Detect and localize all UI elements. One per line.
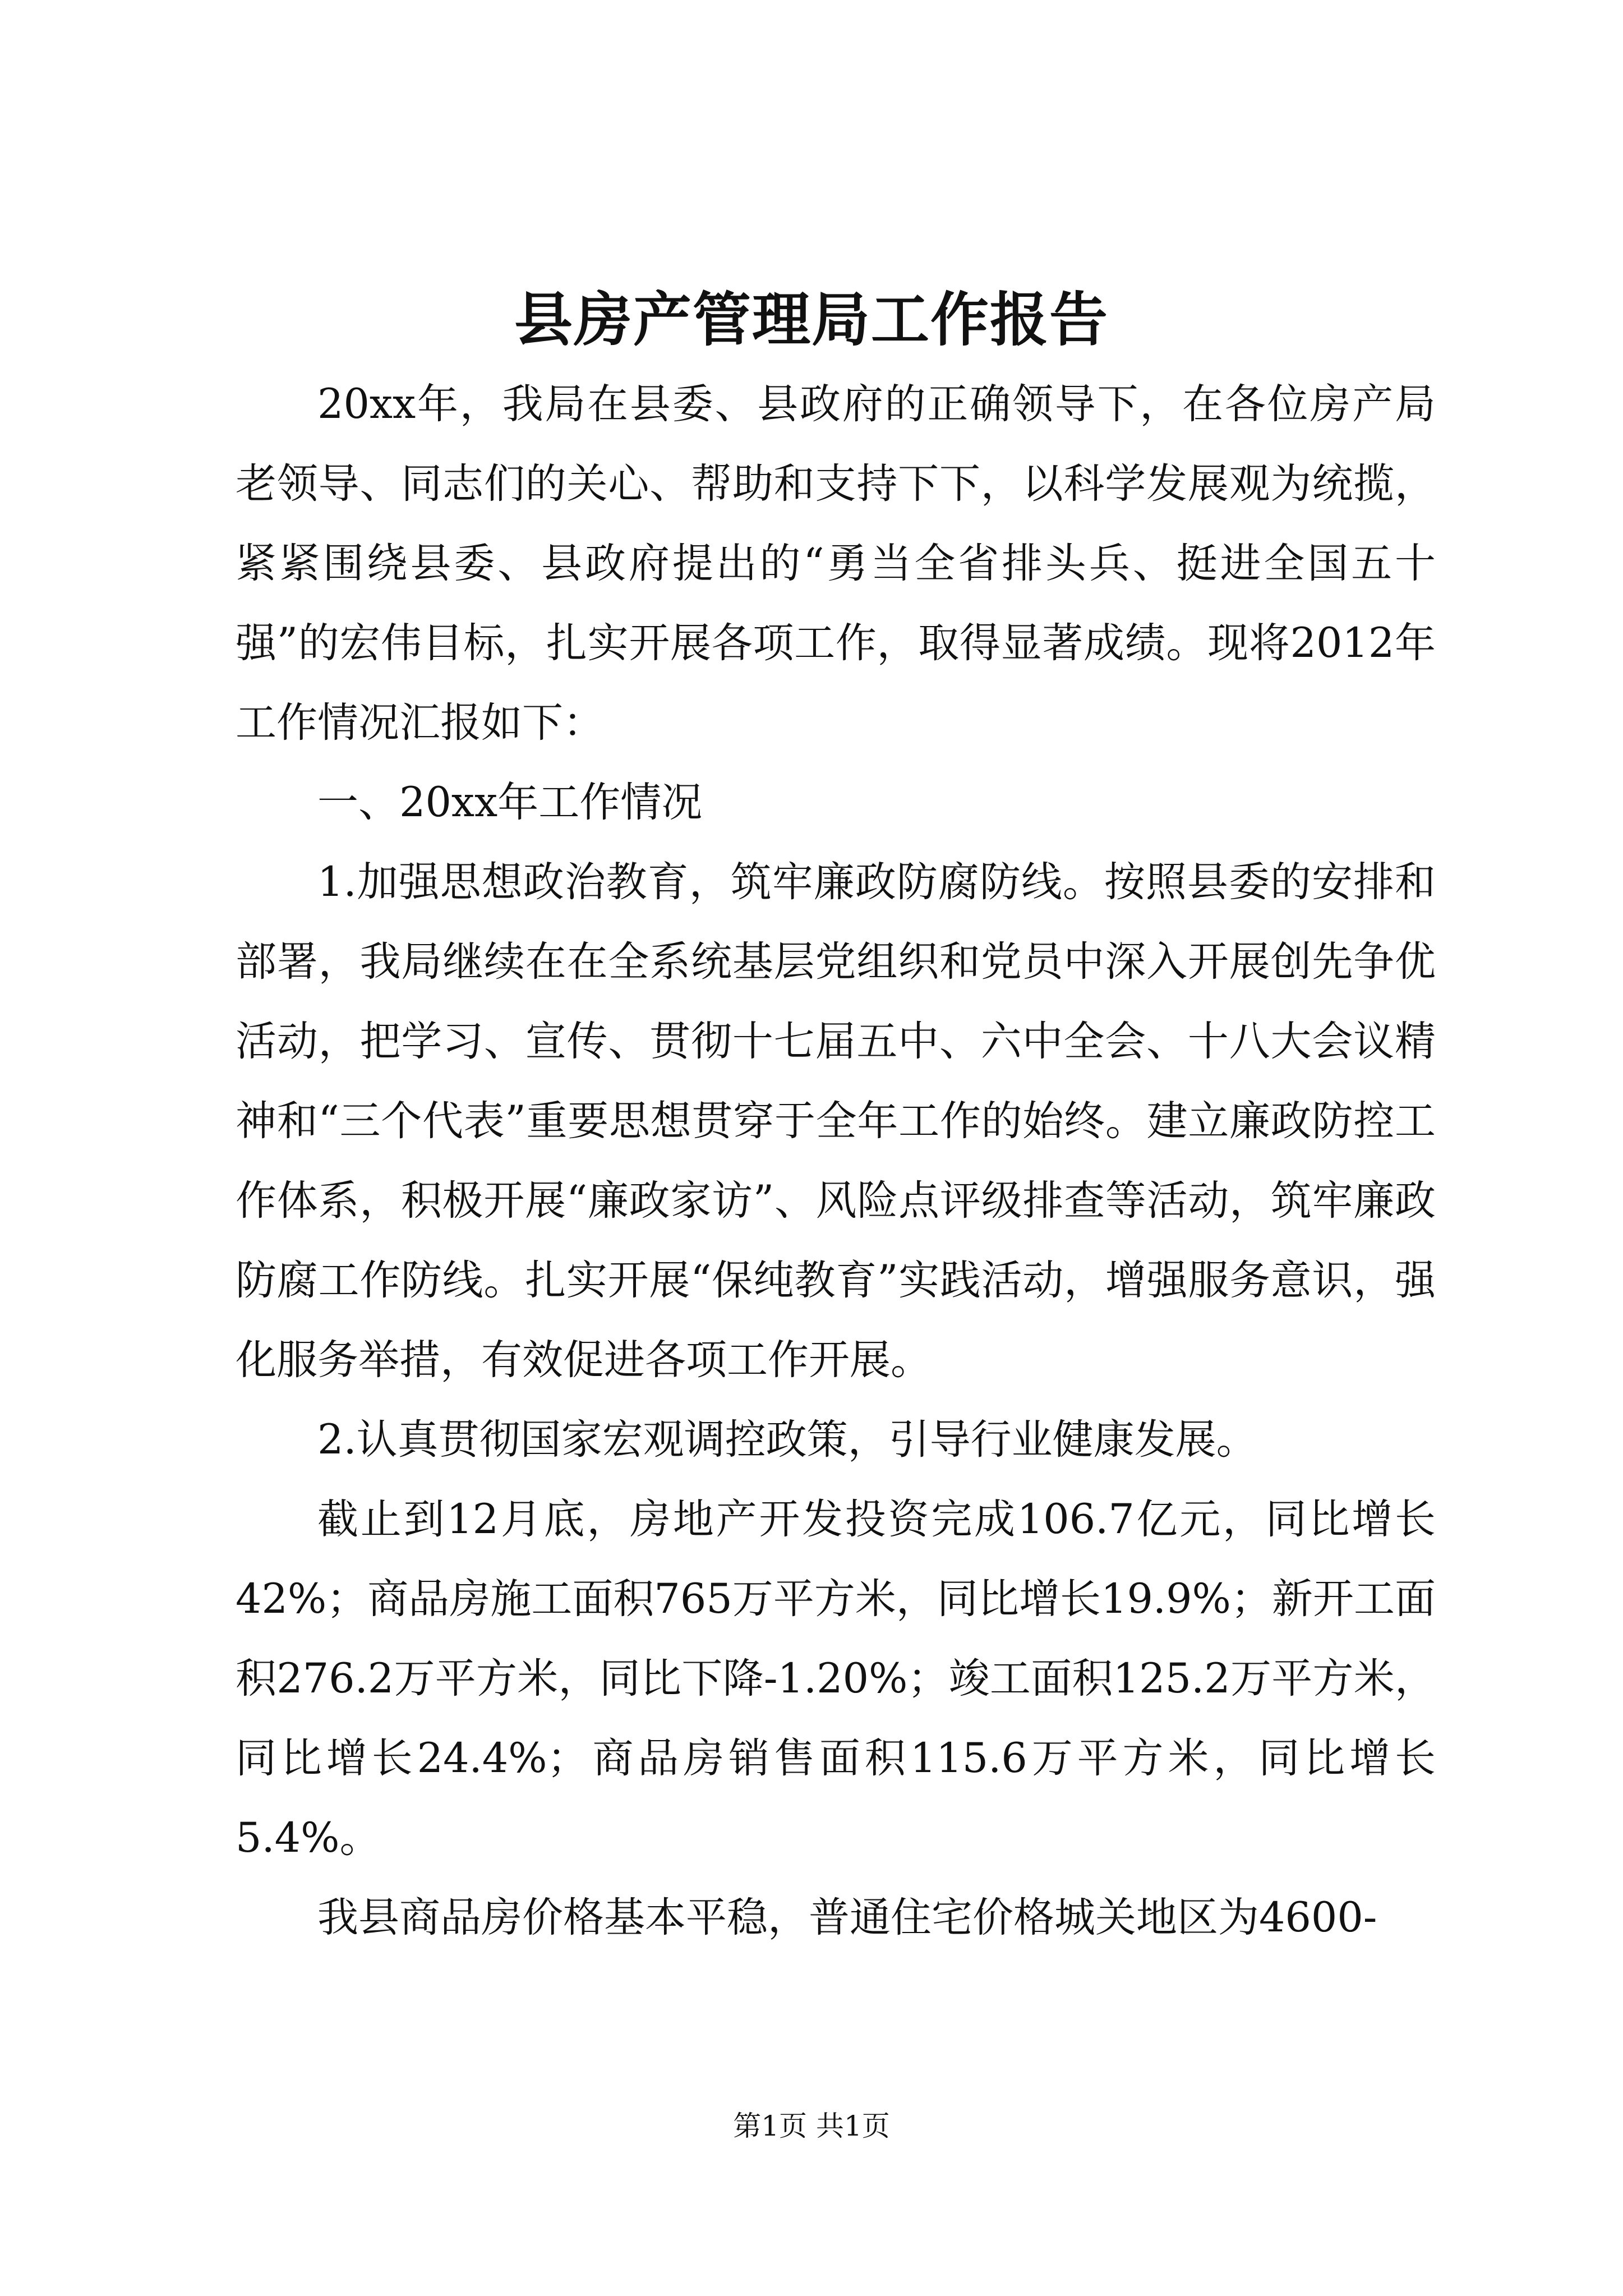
paragraph-prices: 我县商品房价格基本平稳，普通住宅价格城关地区为4600- [317,1894,1377,1941]
paragraph-statistics: 截止到12月底，房地产开发投资完成106.7亿元，同比增长42%；商品房施工面积765万平方米，同比增长19.9%；新开工面积276.2万平方米，同比下降-1.20%；竣工面积125.2万平方米，同比增长24.4%；商品房销售面积115.6万平方米，同比增长5.4%。 [236,1496,1436,1862]
section-heading-1: 一、20xx年工作情况 [317,779,703,826]
document-body [236,365,1436,1958]
paragraph-item-2: 2.认真贯彻国家宏观调控政策，引导行业健康发展。 [317,1416,1257,1464]
paragraph-item-1: 1.加强思想政治教育，筑牢廉政防腐防线。按照县委的安排和部署，我局继续在在全系统基层党组织和党员中深入开展创先争优活动，把学习、宣传、贯彻十七届五中、六中全会、十八大会议精神和“三个代表”重要思想贯穿于全年工作的始终。建立廉政防控工作体系，积极开展“廉政家访”、风险点评级排查等活动，筑牢廉政防腐工作防线。扎实开展“保纯教育”实践活动，增强服务意识，强化服务举措，有效促进各项工作开展。 [236,858,1436,1384]
paragraph-intro: 20xx年，我局在县委、县政府的正确领导下，在各位房产局老领导、同志们的关心、帮助和支持下下，以科学发展观为统揽，紧紧围绕县委、县政府提出的“勇当全省排头兵、挺进全国五十强”的宏伟目标，扎实开展各项工作，取得显著成绩。现将2012年工作情况汇报如下： [236,380,1436,747]
page-footer: 第1页 共1页 [733,2110,890,2142]
document-title: 县房产管理局工作报告 [514,285,1109,354]
